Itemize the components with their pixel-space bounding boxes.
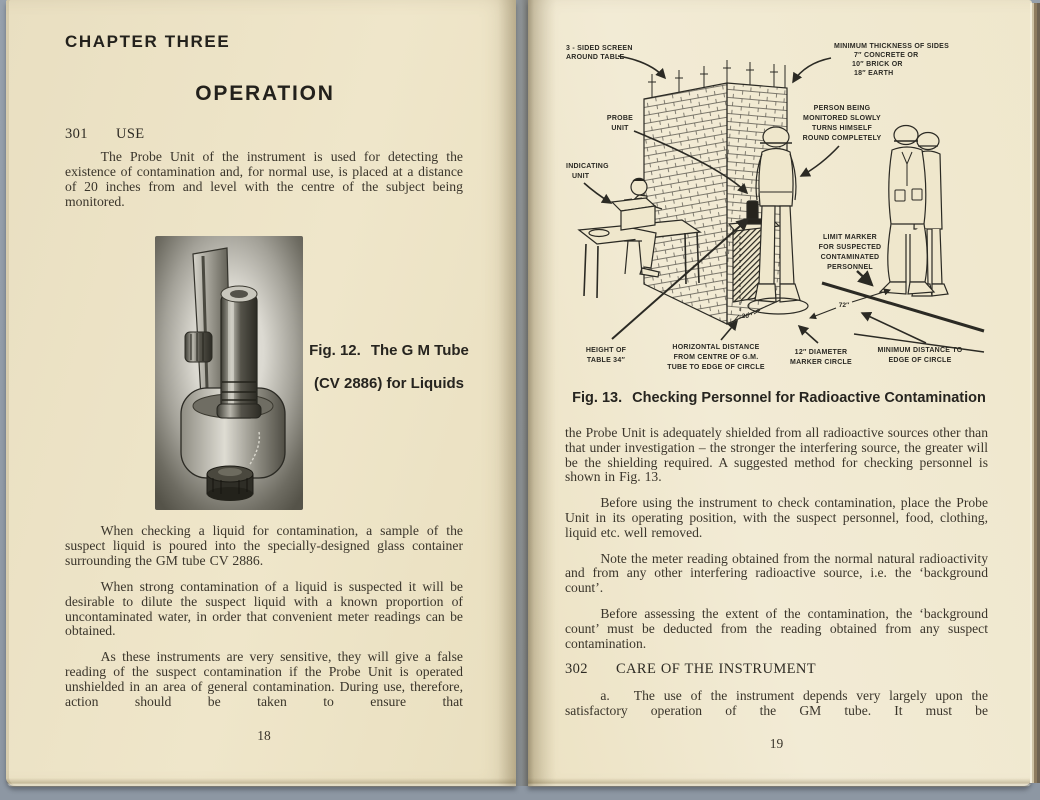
page-19 bbox=[528, 0, 1032, 786]
section-302-heading bbox=[565, 662, 988, 677]
section-number: 302 bbox=[565, 661, 588, 678]
label-screen: 3 - SIDED SCREEN bbox=[566, 45, 633, 52]
label-person-monitored: PERSON BEING bbox=[813, 105, 871, 112]
svg-text:CONTAMINATED: CONTAMINATED bbox=[820, 254, 880, 261]
dimension-72in: 72″ bbox=[838, 302, 850, 309]
paragraph: As these instruments are very sensitive, they will give a false reading of the suspect contamination if the Probe Unit is operated unshielded in an area of general contamination. During use, therefore, action should be taken to ensure that bbox=[65, 649, 463, 710]
gm-tube-illustration bbox=[155, 236, 303, 510]
section-title: USE bbox=[115, 126, 145, 142]
svg-text:PERSONNEL: PERSONNEL bbox=[827, 264, 873, 271]
page-18 bbox=[6, 0, 516, 786]
svg-text:EDGE OF CIRCLE: EDGE OF CIRCLE bbox=[888, 357, 952, 364]
svg-text:FROM CENTRE OF G.M.: FROM CENTRE OF G.M. bbox=[673, 354, 759, 361]
paragraph: When strong contamination of a liquid is suspected it will be desirable to dilute the suspect liquid with a known proportion of uncontaminated water, in order that convenient meter readings can be obtained. bbox=[65, 578, 463, 639]
figure13-title: Checking Personnel for Radioactive Contamination bbox=[632, 390, 986, 406]
figure13-caption bbox=[558, 390, 1000, 406]
label-marker-circle: 12″ DIAMETER bbox=[794, 349, 848, 356]
svg-text:MONITORED SLOWLY: MONITORED SLOWLY bbox=[803, 115, 881, 122]
figure13-number: Fig. 13. bbox=[572, 390, 623, 406]
section-number: 301 bbox=[65, 126, 88, 142]
paragraph: Before using the instrument to check contamination, place the Probe Unit in its operating position, with the suspect personnel, food, clothing, liquid etc. well removed. bbox=[565, 495, 988, 540]
left-upper-text bbox=[65, 150, 463, 221]
page-number-19: 19 bbox=[769, 736, 784, 751]
label-horizontal-distance: HORIZONTAL DISTANCE bbox=[672, 344, 760, 351]
svg-text:18″ EARTH: 18″ EARTH bbox=[854, 70, 894, 77]
checking-personnel-illustration bbox=[554, 34, 986, 376]
left-lower-text bbox=[65, 524, 463, 721]
figure12-caption bbox=[304, 334, 474, 400]
dimension-20in: 20″ bbox=[741, 313, 753, 320]
section-301-heading bbox=[65, 126, 145, 143]
section-title: CARE OF THE INSTRUMENT bbox=[615, 661, 817, 678]
svg-text:7″ CONCRETE OR: 7″ CONCRETE OR bbox=[854, 52, 919, 59]
svg-text:MARKER CIRCLE: MARKER CIRCLE bbox=[790, 359, 852, 366]
label-table-height: HEIGHT OF bbox=[585, 347, 627, 354]
label-indicating-unit: INDICATING bbox=[566, 163, 609, 170]
item-a-label: a. bbox=[600, 688, 610, 704]
svg-text:TABLE 34″: TABLE 34″ bbox=[586, 357, 626, 364]
svg-text:AROUND TABLE: AROUND TABLE bbox=[566, 54, 625, 61]
figure12-gm-tube-photo bbox=[155, 236, 303, 510]
label-limit-marker: LIMIT MARKER bbox=[823, 234, 877, 241]
paragraph: The Probe Unit of the instrument is used for detecting the existence of contamination and, for normal use, is placed at a distance of 20 inches from and level with the centre of the subject being monitored. bbox=[65, 149, 463, 209]
figure13-diagram bbox=[554, 34, 986, 376]
svg-text:10″ BRICK OR: 10″ BRICK OR bbox=[852, 61, 903, 68]
page-stack-edge bbox=[1030, 3, 1040, 783]
page-title: OPERATION bbox=[195, 82, 335, 105]
label-minimum-distance: MINIMUM DISTANCE TO bbox=[877, 347, 963, 354]
right-body-text bbox=[565, 426, 988, 730]
svg-text:UNIT: UNIT bbox=[572, 173, 590, 180]
svg-text:TURNS HIMSELF: TURNS HIMSELF bbox=[811, 125, 873, 132]
paragraph: the Probe Unit is adequately shielded from all radioactive sources other than that under investigation – the stronger the interfering source, the greater will be the shielding required. A suggested method for checking personnel is shown in Fig. 13. bbox=[565, 425, 988, 485]
list-item-a: a. The use of the instrument depends very largely upon the satisfactory operation of the GM tube. It must be bbox=[565, 688, 988, 718]
label-probe-unit: PROBE bbox=[606, 115, 634, 122]
page-number-18: 18 bbox=[257, 728, 271, 743]
svg-text:UNIT: UNIT bbox=[611, 125, 629, 132]
svg-text:FOR SUSPECTED: FOR SUSPECTED bbox=[818, 244, 882, 251]
paragraph: When checking a liquid for contamination, a sample of the suspect liquid is poured into the specially-designed glass container surrounding the GM tube CV 2886. bbox=[65, 523, 463, 568]
svg-text:ROUND COMPLETELY: ROUND COMPLETELY bbox=[802, 135, 882, 142]
paragraph: Note the meter reading obtained from the normal natural radioactivity and from any other interfering radioactive source, i.e. the ‘background count’. bbox=[565, 550, 988, 596]
chapter-heading: CHAPTER THREE bbox=[65, 32, 231, 51]
figure12-number: Fig. 12. bbox=[309, 342, 361, 359]
label-thickness: MINIMUM THICKNESS OF SIDES bbox=[834, 43, 950, 50]
svg-text:TUBE TO EDGE OF CIRCLE: TUBE TO EDGE OF CIRCLE bbox=[667, 364, 765, 371]
figure12-title: The G M Tube bbox=[370, 342, 469, 359]
paragraph: Before assessing the extent of the contamination, the ‘background count’ must be deducted from the reading obtained from any suspect contamination. bbox=[565, 605, 988, 651]
figure12-subtitle: (CV 2886) for Liquids bbox=[313, 375, 465, 392]
